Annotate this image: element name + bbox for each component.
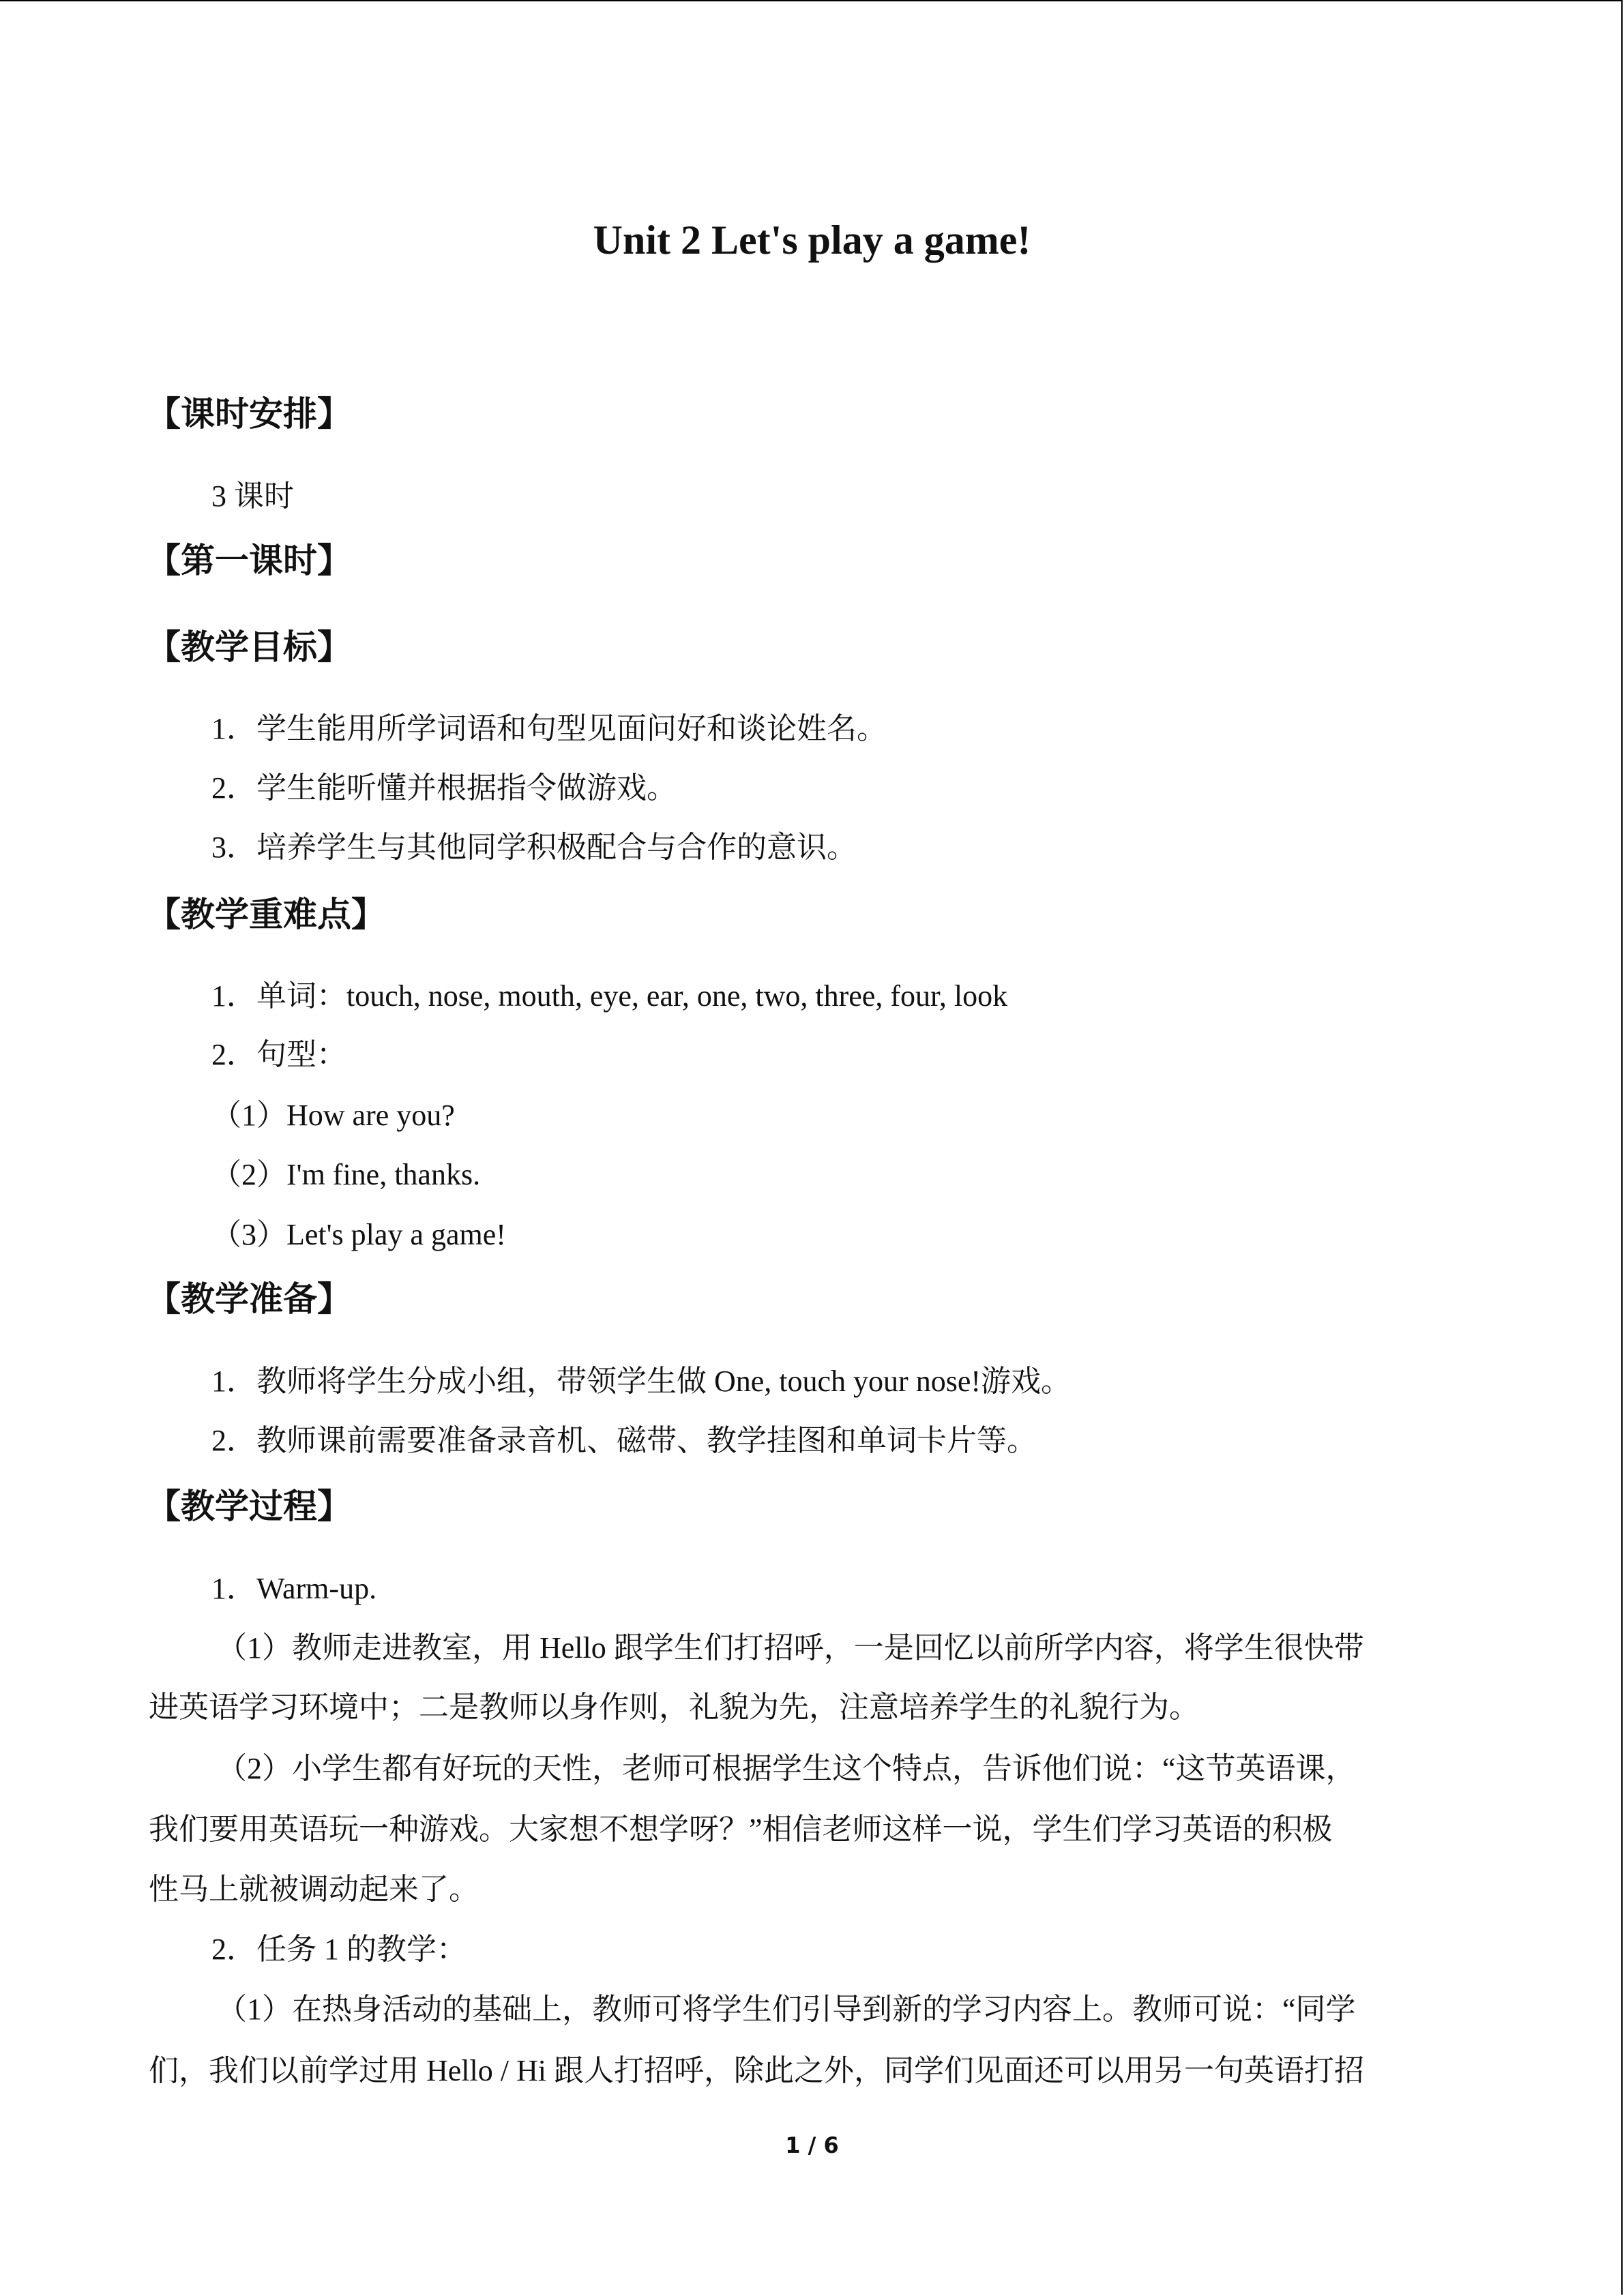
process-line: 性马上就被调动起来了。 bbox=[149, 1873, 479, 1906]
key-point-item: 1．单词：touch, nose, mouth, eye, ear, one, two, three, four, look bbox=[211, 979, 1008, 1013]
process-line: 我们要用英语玩一种游戏。大家想不想学呀？”相信老师这样一说，学生们学习英语的积极 bbox=[149, 1813, 1333, 1846]
heading-schedule: 【课时安排】 bbox=[147, 394, 351, 434]
key-point-item: 2．句型： bbox=[211, 1038, 346, 1071]
heading-goals: 【教学目标】 bbox=[147, 627, 351, 667]
heading-first-lesson: 【第一课时】 bbox=[147, 541, 351, 580]
key-point-item: （1）How are you? bbox=[211, 1099, 455, 1132]
goal-item: 2．学生能听懂并根据指令做游戏。 bbox=[211, 771, 677, 805]
goal-item: 1．学生能用所学词语和句型见面问好和谈论姓名。 bbox=[211, 712, 887, 745]
heading-key-points: 【教学重难点】 bbox=[147, 895, 385, 934]
heading-process: 【教学过程】 bbox=[147, 1487, 351, 1526]
process-line: （1）教师走进教室，用 Hello 跟学生们打招呼，一是回忆以前所学内容，将学生很快带 bbox=[217, 1631, 1364, 1665]
process-line: 们，我们以前学过用 Hello / Hi 跟人打招呼，除此之外，同学们见面还可以用另一句英语打招 bbox=[149, 2054, 1364, 2087]
page-number: 1 / 6 bbox=[785, 2132, 839, 2158]
page-title: Unit 2 Let's play a game! bbox=[593, 218, 1031, 263]
schedule-text: 3 课时 bbox=[211, 479, 294, 513]
preparation-item: 1．教师将学生分成小组，带领学生做 One, touch your nose!游戏。 bbox=[211, 1365, 1072, 1398]
process-line: 2．任务 1 的教学： bbox=[211, 1933, 467, 1966]
goal-item: 3．培养学生与其他同学积极配合与合作的意识。 bbox=[211, 831, 857, 864]
process-line: 1．Warm-up. bbox=[211, 1572, 377, 1605]
key-point-item: （2）I'm fine, thanks. bbox=[211, 1158, 481, 1191]
preparation-item: 2．教师课前需要准备录音机、磁带、教学挂图和单词卡片等。 bbox=[211, 1424, 1037, 1457]
process-line: （2）小学生都有好玩的天性，老师可根据学生这个特点，告诉他们说：“这节英语课， bbox=[217, 1752, 1356, 1785]
key-point-item: （3）Let's play a game! bbox=[211, 1218, 506, 1251]
process-line: 进英语学习环境中；二是教师以身作则，礼貌为先，注意培养学生的礼貌行为。 bbox=[149, 1690, 1199, 1724]
process-line: （1）在热身活动的基础上，教师可将学生们引导到新的学习内容上。教师可说：“同学 bbox=[217, 1993, 1356, 2026]
heading-preparation: 【教学准备】 bbox=[147, 1279, 351, 1319]
